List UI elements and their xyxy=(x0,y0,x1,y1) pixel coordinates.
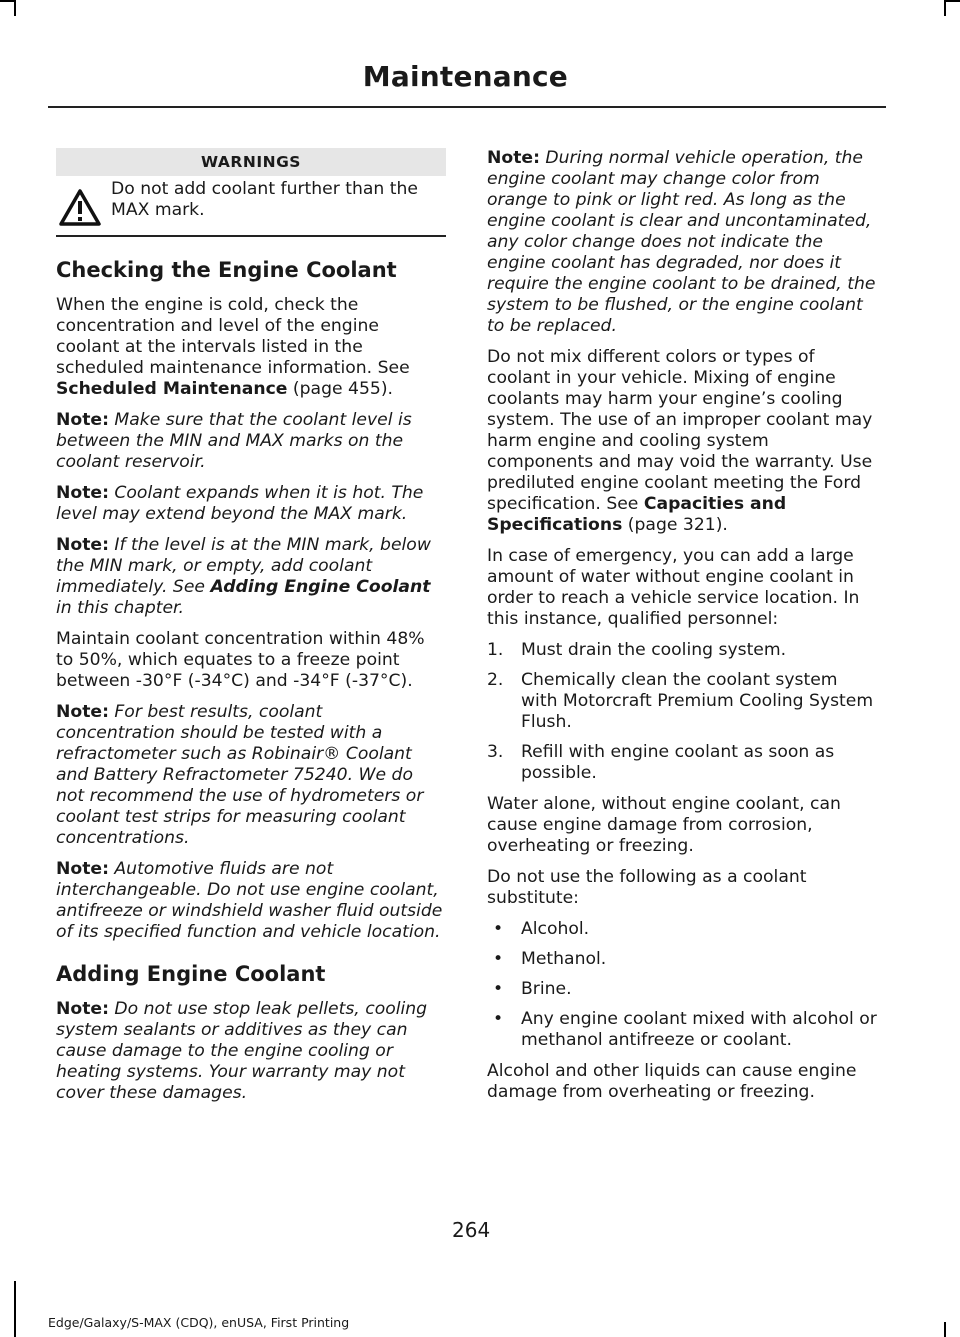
paragraph: Maintain coolant concentration within 48% to 50%, which equates to a freeze point between -30°F (-34°C) and -34°F (-37°C). xyxy=(56,629,425,691)
numbered-list xyxy=(487,640,877,784)
paragraph: Alcohol and other liquids can cause engine damage from overheating or freezing. xyxy=(487,1061,857,1102)
right-column xyxy=(487,148,877,1113)
note-label: Note: xyxy=(56,999,109,1019)
note-label: Note: xyxy=(56,535,109,555)
paragraph: Water alone, without engine coolant, can cause engine damage from corrosion, overheating or freezing. xyxy=(487,794,841,856)
list-item: • Alcohol. xyxy=(493,919,590,939)
warnings-rule xyxy=(56,235,446,237)
note: Note: Coolant expands when it is hot. The level may extend beyond the MAX mark. xyxy=(56,483,424,524)
left-column xyxy=(56,148,446,1114)
crop-mark xyxy=(14,0,16,16)
note-label: Note: xyxy=(56,702,109,722)
list-item: • Methanol. xyxy=(493,949,607,969)
header-rule xyxy=(48,106,886,108)
crop-mark xyxy=(944,1322,946,1337)
list-item: • Brine. xyxy=(493,979,572,999)
note: Note: Make sure that the coolant level is between the MIN and MAX marks on the coolant reservoir. xyxy=(56,410,412,472)
note: Note: If the level is at the MIN mark, below the MIN mark, or empty, add coolant immediately. See Adding Engine Coolant in this chapter. xyxy=(56,535,431,618)
cross-reference-link[interactable]: Adding Engine Coolant xyxy=(210,577,431,597)
warning-text: Do not add coolant further than the MAX mark. xyxy=(111,179,418,220)
edition-footer: Edge/Galaxy/S-MAX (CDQ), enUSA, First Printing xyxy=(48,1315,350,1330)
bullet-list xyxy=(487,919,877,1051)
page-title: Maintenance xyxy=(362,60,568,93)
list-item: 2. Chemically clean the coolant system with Motorcraft Premium Cooling System Flush. xyxy=(487,670,874,732)
warning-item xyxy=(56,176,446,231)
warnings-box xyxy=(56,148,446,237)
crop-mark xyxy=(944,0,960,2)
note-label: Note: xyxy=(487,148,540,168)
note: Note: For best results, coolant concentration should be tested with a refractometer such as Robinair® Coolant and Battery Refractometer 75240. We do not recommend the use of hydrometers or coolant test strips for measuring coolant concentrations. xyxy=(56,702,424,848)
list-item: 1. Must drain the cooling system. xyxy=(487,640,787,660)
section-heading-checking: Checking the Engine Coolant xyxy=(56,258,397,282)
paragraph: In case of emergency, you can add a large amount of water without engine coolant in order to reach a vehicle service location. In this instance, qualified personnel: xyxy=(487,546,860,629)
warning-triangle-icon xyxy=(58,188,102,228)
list-item: • Any engine coolant mixed with alcohol or methanol antifreeze or coolant. xyxy=(493,1009,877,1050)
paragraph: When the engine is cold, check the concentration and level of the engine coolant at the intervals listed in the scheduled maintenance information. See Scheduled Maintenance (page 455). xyxy=(56,295,410,399)
page-number: 264 xyxy=(452,1218,491,1242)
warnings-heading: WARNINGS xyxy=(56,148,446,176)
note: Note: Automotive fluids are not interchangeable. Do not use engine coolant, antifreeze or windshield washer fluid outside of its specified function and vehicle location. xyxy=(56,859,443,942)
note-label: Note: xyxy=(56,410,109,430)
crop-mark xyxy=(0,0,14,2)
section-heading-adding: Adding Engine Coolant xyxy=(56,962,326,986)
note: Note: During normal vehicle operation, the engine coolant may change color from orange to pink or light red. As long as the engine coolant is clear and uncontaminated, any color change does not indicate the engine coolant has degraded, nor does it require the engine coolant to be drained, the system to be flushed, or the engine coolant to be replaced. xyxy=(487,148,876,336)
crop-mark xyxy=(944,0,946,16)
note-label: Note: xyxy=(56,859,109,879)
paragraph: Do not use the following as a coolant substitute: xyxy=(487,867,807,908)
note-label: Note: xyxy=(56,483,109,503)
cross-reference-link[interactable]: Scheduled Maintenance xyxy=(56,379,288,399)
note: Note: Do not use stop leak pellets, cooling system sealants or additives as they can cause damage to the engine cooling or heating systems. Your warranty may not cover these damages. xyxy=(56,999,428,1103)
cross-reference-link[interactable]: Capacities and Specifications xyxy=(487,494,787,535)
list-item: 3. Refill with engine coolant as soon as possible. xyxy=(487,742,835,783)
paragraph: Do not mix different colors or types of coolant in your vehicle. Mixing of engine coolants may harm your engine’s cooling system. The use of an improper coolant may harm engine and cooling system components and may void the warranty. Use prediluted engine coolant meeting the Ford specification. See Capacities and Specifications (page 321). xyxy=(487,347,873,535)
crop-mark xyxy=(14,1281,16,1337)
